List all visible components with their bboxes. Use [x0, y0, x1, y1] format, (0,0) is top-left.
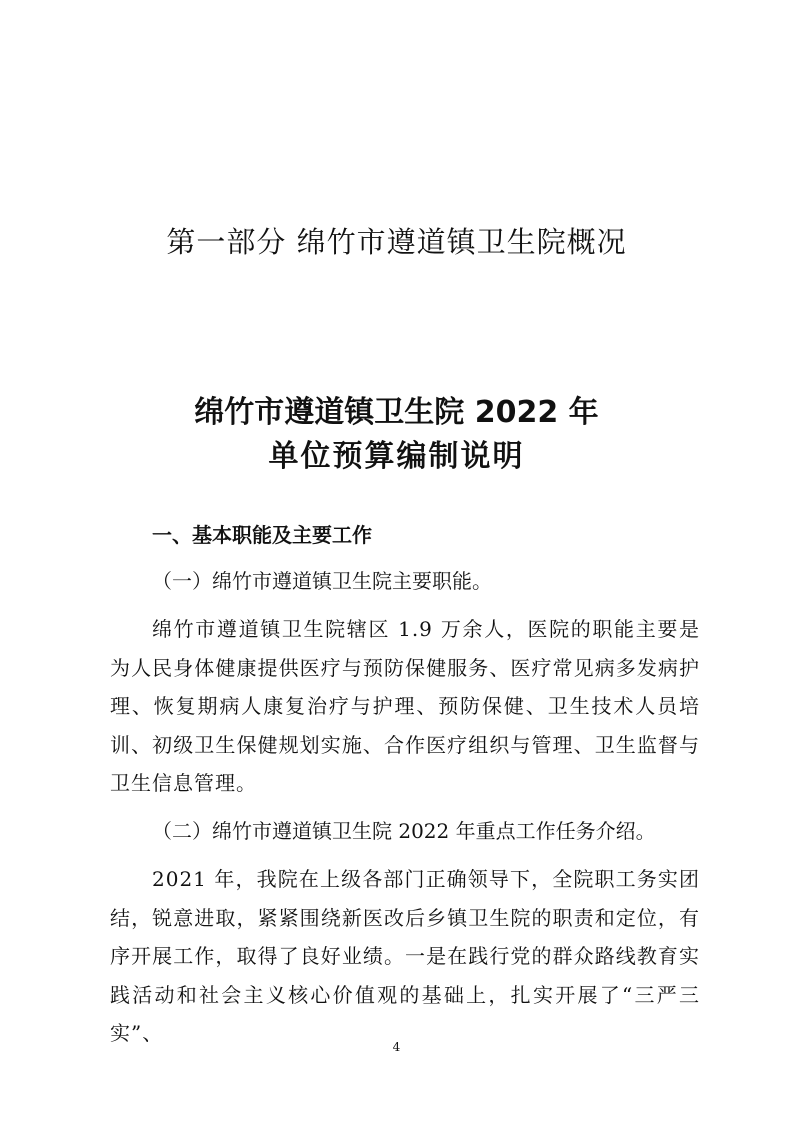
- section-heading-basic-functions: 一、基本职能及主要工作: [152, 523, 372, 547]
- subsection-heading-main-functions: （一）绵竹市遵道镇卫生院主要职能。: [152, 569, 492, 593]
- part-title: 第一部分 绵竹市遵道镇卫生院概况: [166, 225, 627, 259]
- document-title-line-1: 绵竹市遵道镇卫生院 2022 年: [194, 395, 599, 430]
- paragraph-main-functions: 绵竹市遵道镇卫生院辖区 1.9 万余人，医院的职能主要是为人民身体健康提供医疗与预防保健服务、医疗常见病多发病护理、恢复期病人康复治疗与护理、预防保健、卫生技术人员培训、初级卫生保健规划实施、合作医疗组织与管理、卫生监督与卫生信息管理。: [110, 617, 700, 795]
- paragraph-key-tasks: 2021 年，我院在上级各部门正确领导下，全院职工务实团结，锐意进取，紧紧围绕新医改后乡镇卫生院的职责和定位，有序开展工作，取得了良好业绩。一是在践行党的群众路线教育实践活动和社会主义核心价值观的基础上，扎实开展了“三严三实”、: [110, 867, 700, 1045]
- document-title-line-2: 单位预算编制说明: [268, 439, 525, 474]
- page-number: 4: [392, 1040, 401, 1054]
- subsection-heading-key-tasks: （二）绵竹市遵道镇卫生院 2022 年重点工作任务介绍。: [152, 819, 656, 843]
